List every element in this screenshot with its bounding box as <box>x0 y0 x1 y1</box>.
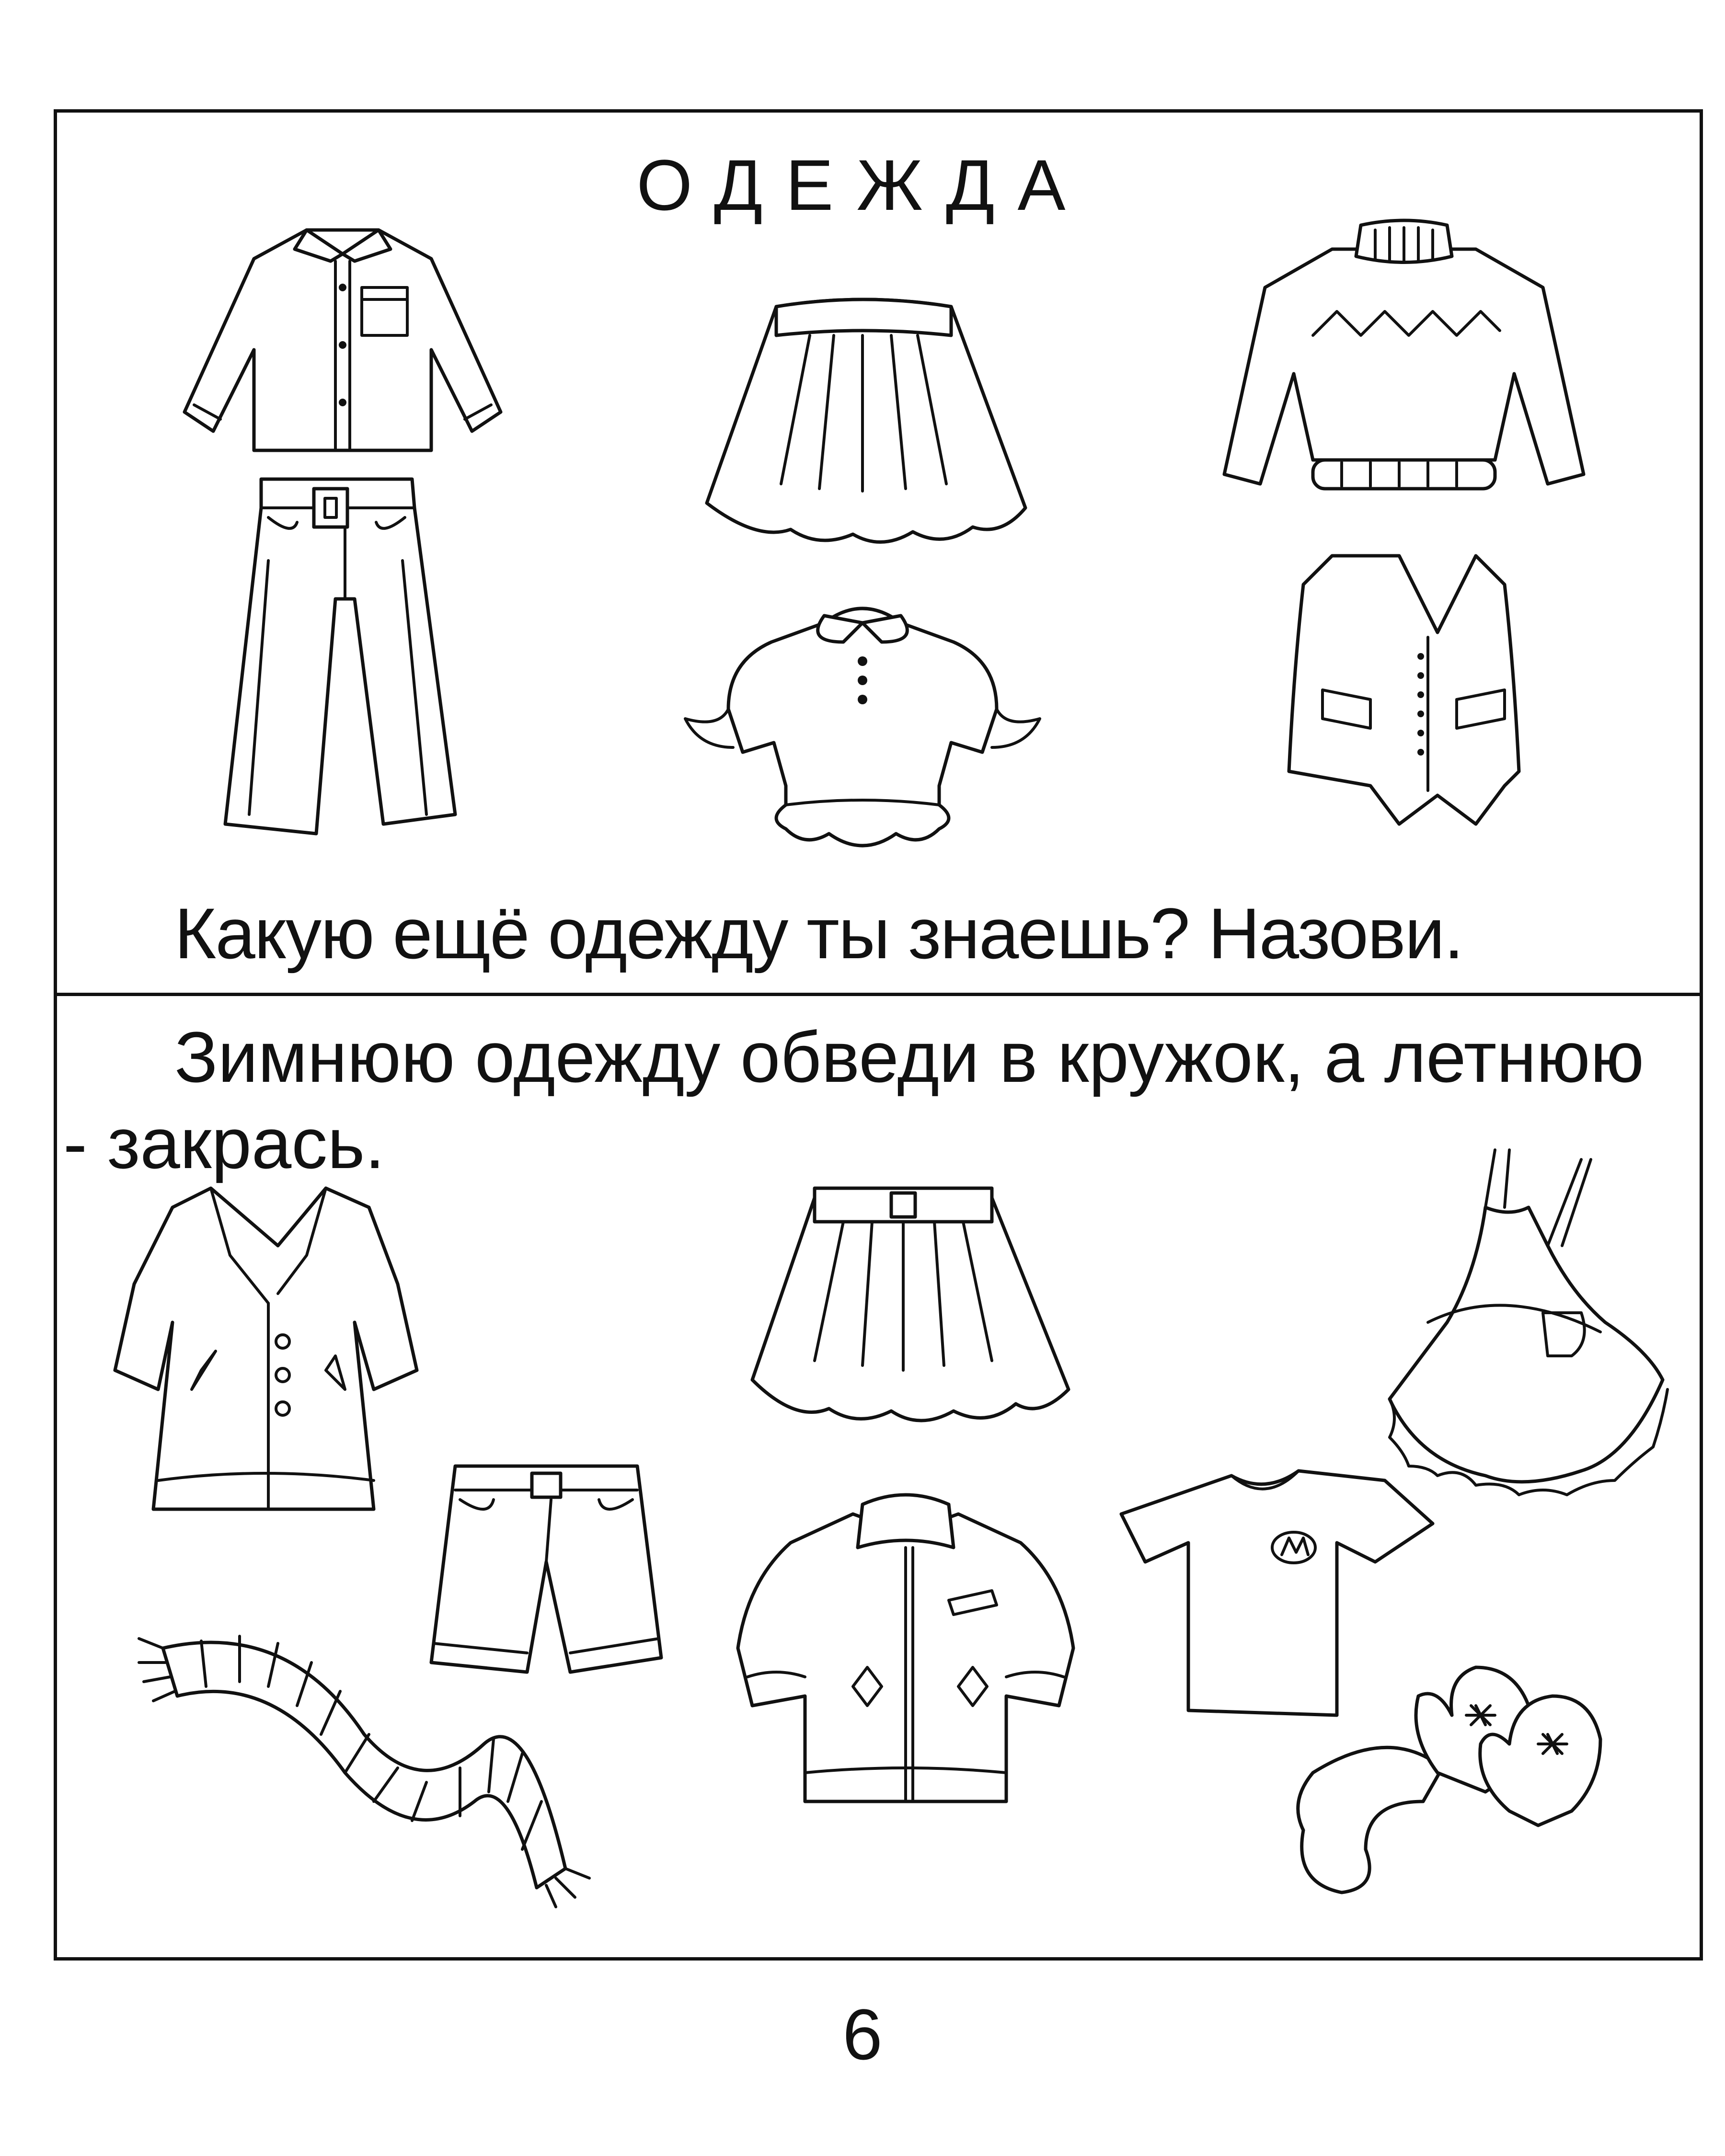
shirt-icon <box>184 230 501 450</box>
sundress-icon <box>1390 1150 1668 1495</box>
skirt-icon <box>707 299 1025 542</box>
scarf-icon <box>139 1636 589 1907</box>
task-instruction-line-2: - закрась. <box>63 1103 385 1183</box>
task-instruction-line-1: Зимнюю одежду обведи в кружок, а летнюю <box>174 1017 1644 1097</box>
jacket-icon <box>738 1495 1073 1801</box>
shorts-icon <box>431 1466 661 1672</box>
t-shirt-icon <box>1121 1471 1433 1715</box>
page-number: 6 <box>842 1994 883 2075</box>
sweater-icon <box>1224 220 1584 489</box>
blouse-icon <box>685 608 1040 846</box>
page-title: ОДЕЖДА <box>636 145 1089 225</box>
trousers-icon <box>225 479 455 834</box>
question-name-clothes: Какую ещё одежду ты знаешь? Назови. <box>174 893 1463 974</box>
fur-coat-icon <box>115 1188 417 1509</box>
skirt-icon <box>752 1188 1069 1421</box>
mittens-icon <box>1298 1667 1600 1892</box>
vest-icon <box>1289 556 1519 824</box>
